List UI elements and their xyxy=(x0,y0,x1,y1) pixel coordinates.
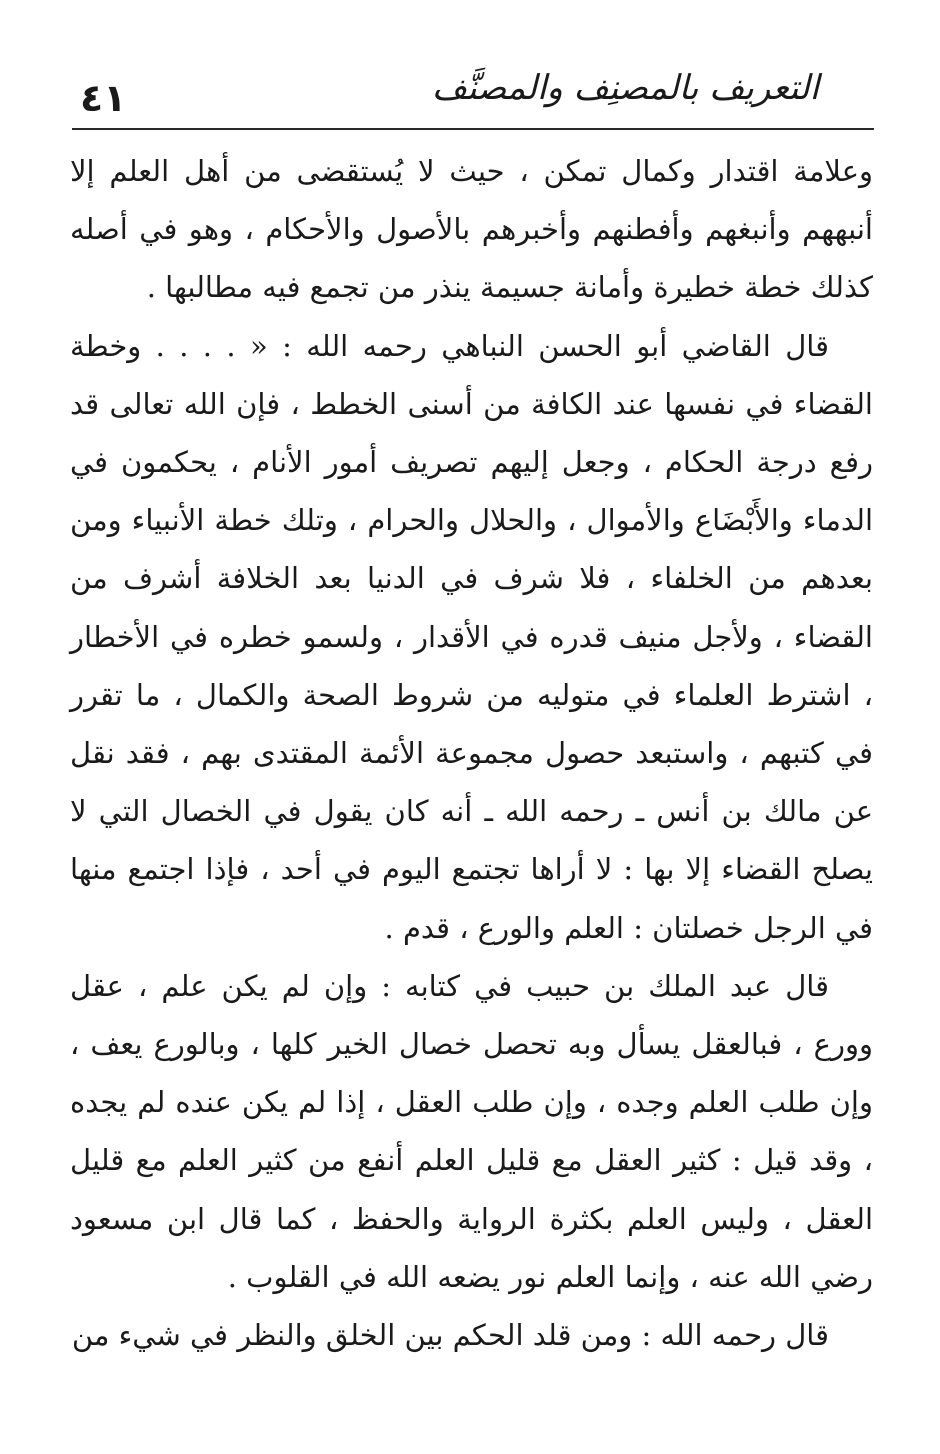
paragraph: وعلامة اقتدار وكمال تمكن ، حيث لا يُستقضى من أهل العلم إلا أنبههم وأنبغهم وأفطنهم وأخبرهم بالأصول والأحكام ، وهو في أصله كذلك خطة خطيرة وأمانة جسيمة ينذر من تجمع فيه مطالبها . xyxy=(70,154,873,305)
paragraph: قال القاضي أبو الحسن النباهي رحمه الله : « . . . . وخطة القضاء في نفسها عند الكافة من أسنى الخطط ، فإن الله تعالى قد رفع درجة الحكام ، وجعل إليهم تصريف أمور الأنام ، يحكمون في الدماء والأَبْضَاع والأموال ، والحلال والحرام ، وتلك خطة الأنبياء ومن بعدهم من الخلفاء ، فلا شرف في الدنيا بعد الخلافة أشرف من القضاء ، ولأجل منيف قدره في الأقدار ، ولسمو خطره في الأخطار ، اشترط العلماء في متوليه من شروط الصحة والكمال ، ما تقرر في كتبهم ، واستبعد حصول مجموعة الأئمة المقتدى بهم ، فقد نقل عن مالك بن أنس ـ رحمه الله ـ أنه كان يقول في الخصال التي لا يصلح القضاء إلا بها : لا أراها تجتمع اليوم في أحد ، فإذا اجتمع منها في الرجل خصلتان : العلم والورع ، قدم . xyxy=(70,328,873,945)
page-header xyxy=(72,60,872,122)
paragraph: قال رحمه الله : ومن قلد الحكم بين الخلق والنظر في شيء من xyxy=(71,1318,829,1353)
page-body xyxy=(70,142,873,1364)
paragraph: قال عبد الملك بن حبيب في كتابه : وإن لم يكن علم ، عقل وورع ، فبالعقل يسأل وبه تحصل خصال الخير كلها ، وبالورع يعف ، وإن طلب العلم وجده ، وإن طلب العقل ، إذا لم يكن عنده لم يجده ، وقد قيل : كثير العقل مع قليل العلم أنفع من كثير العلم مع قليل العقل ، وليس العلم بكثرة الرواية والحفظ ، كما قال ابن مسعود رضي الله عنه ، وإنما العلم نور يضعه الله في القلوب . xyxy=(70,968,873,1294)
header-divider xyxy=(72,128,874,130)
page-number: ٤١ xyxy=(80,76,127,120)
running-title: التعريف بالمصنِف والمصنَّف xyxy=(432,68,820,108)
